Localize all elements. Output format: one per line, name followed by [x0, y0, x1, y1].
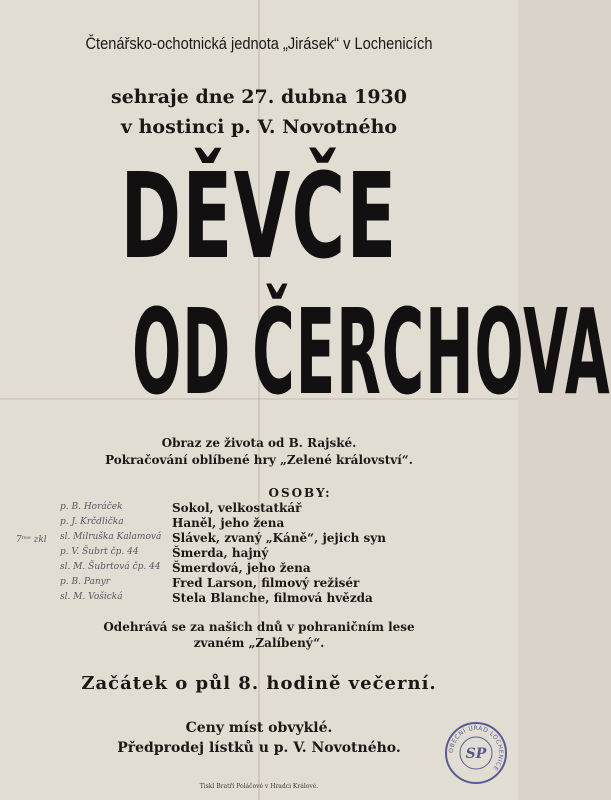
- organizer-line: Čtenářsko-ochotnická jednota „Jirásek“ v Lochenicích: [85, 34, 433, 53]
- handwritten-actor: p. J. Krčdlička: [60, 517, 124, 527]
- handwritten-actor: sl. M. Šubrtová čp. 44: [60, 562, 161, 572]
- persons-heading: OSOBY:: [268, 486, 332, 500]
- subtitle-line-2: Pokračování oblíbené hry „Zelené království“.: [105, 453, 413, 467]
- cast-row: [60, 516, 460, 531]
- handwritten-actor: p. B. Horáček: [60, 502, 123, 512]
- role-name: Stela Blanche, filmová hvězda: [172, 591, 373, 605]
- role-name: Haněl, jeho žena: [172, 516, 285, 530]
- printer-imprint: Tiskl Bratří Poláčové v Hradci Králové.: [199, 783, 319, 790]
- stamp-seal-icon: [445, 722, 507, 784]
- cast-row: [60, 501, 460, 516]
- municipal-stamp: [445, 722, 507, 784]
- date-line: sehraje dne 27. dubna 1930: [111, 86, 407, 108]
- role-name: Šmerda, hajný: [172, 546, 269, 560]
- role-name: Slávek, zvaný „Káně“, jejich syn: [172, 531, 386, 545]
- stamp-ring-text: OBECNÍ ÚŘAD LOCHENICE: [447, 724, 505, 773]
- handwritten-actor: p. V. Šubrt čp. 44: [60, 547, 139, 557]
- presale-line: Předprodej lístků u p. V. Novotného.: [117, 740, 401, 756]
- cast-row: [60, 546, 460, 561]
- cast-row: [60, 561, 460, 576]
- title-line-1: DĚVČE: [120, 147, 398, 285]
- role-name: Fred Larson, filmový režisér: [172, 576, 360, 590]
- handwritten-actor: p. B. Panyr: [60, 577, 111, 587]
- subtitle-line-1: Obraz ze života od B. Rajské.: [161, 436, 357, 450]
- cast-row: [60, 591, 460, 606]
- cast-row: [60, 576, 460, 591]
- venue-line: v hostinci p. V. Novotného: [120, 116, 398, 138]
- handwritten-actor: sl. Milruška Kalamová: [60, 532, 162, 542]
- prices-line: Ceny míst obvyklé.: [185, 720, 333, 736]
- role-name: Sokol, velkostatkář: [172, 501, 302, 515]
- title-line-2: OD ČERCHOVA: [132, 283, 611, 421]
- cast-row: [16, 531, 460, 546]
- setting-line-2: zvaném „Zalíbený“.: [193, 636, 325, 650]
- handwritten-margin-note: 7ᵐᵉ zkl: [16, 535, 47, 545]
- role-name: Šmerdová, jeho žena: [172, 561, 311, 575]
- handwritten-actor: sl. M. Vošická: [60, 592, 123, 602]
- cast-list: [16, 501, 460, 606]
- svg-text:SP: SP: [465, 746, 487, 762]
- setting-line-1: Odehrává se za našich dnů v pohraničním lese: [103, 620, 415, 634]
- start-time-line: Začátek o půl 8. hodině večerní.: [81, 673, 437, 694]
